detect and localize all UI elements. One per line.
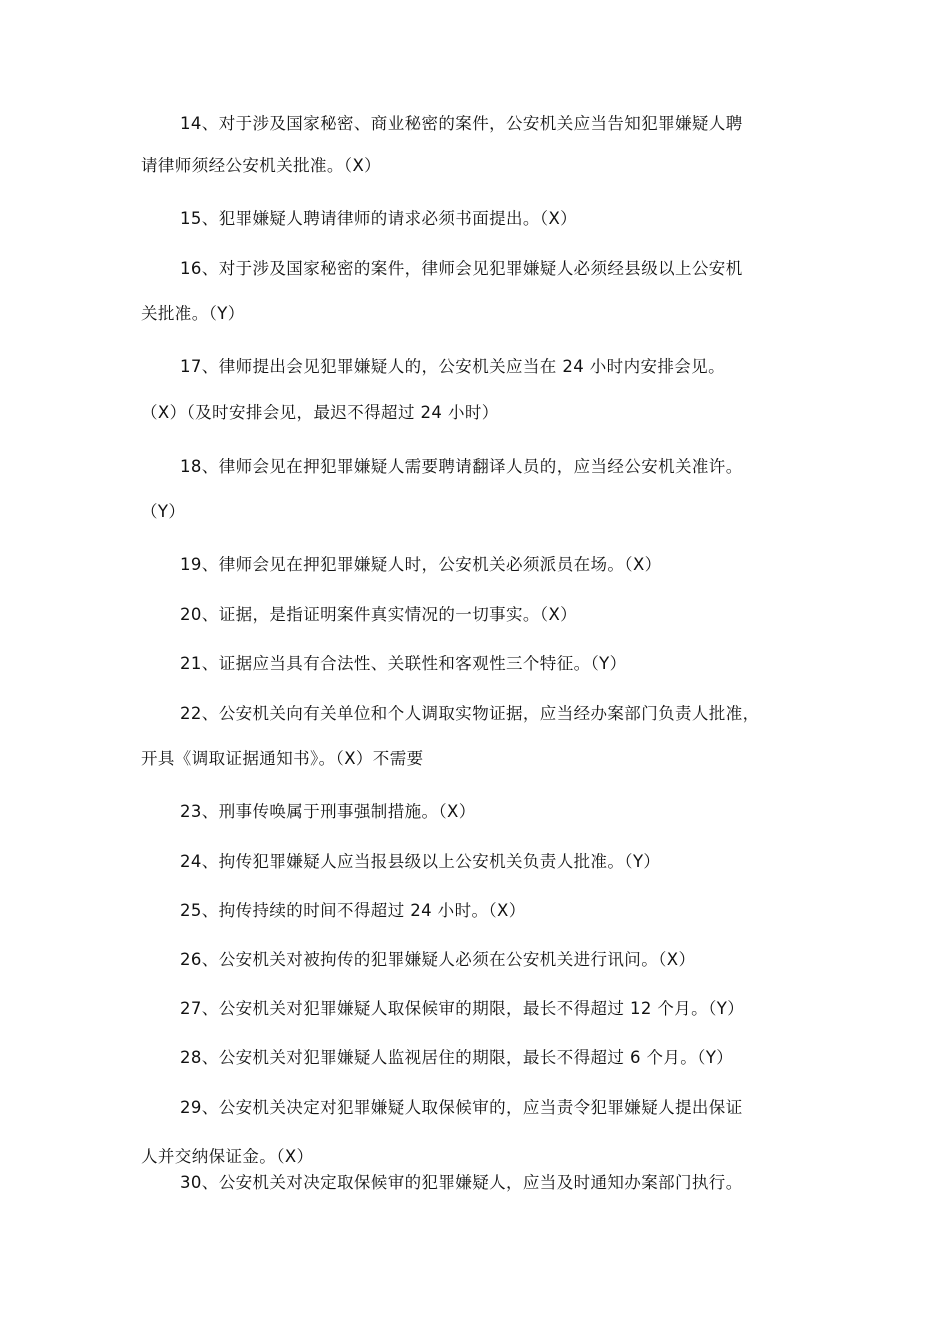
item-17-line-1: 17、律师提出会见犯罪嫌疑人的，公安机关应当在 24 小时内安排会见。 xyxy=(180,357,725,376)
item-23-line-1: 23、刑事传唤属于刑事强制措施。（X） xyxy=(180,802,476,821)
item-25-line-1: 25、拘传持续的时间不得超过 24 小时。（X） xyxy=(180,901,526,920)
item-28-line-1: 28、公安机关对犯罪嫌疑人监视居住的期限，最长不得超过 6 个月。（Y） xyxy=(180,1048,734,1067)
item-22-line-1: 22、公安机关向有关单位和个人调取实物证据，应当经办案部门负责人批准， xyxy=(180,704,760,723)
item-16-line-1: 16、对于涉及国家秘密的案件，律师会见犯罪嫌疑人必须经县级以上公安机 xyxy=(180,259,743,278)
item-29-line-2: 人并交纳保证金。（X） xyxy=(141,1147,314,1166)
item-19-line-1: 19、律师会见在押犯罪嫌疑人时，公安机关必须派员在场。（X） xyxy=(180,555,662,574)
item-17-line-2: （X）（及时安排会见，最迟不得超过 24 小时） xyxy=(141,403,499,422)
item-24-line-1: 24、拘传犯罪嫌疑人应当报县级以上公安机关负责人批准。（Y） xyxy=(180,852,661,871)
item-21-line-1: 21、证据应当具有合法性、关联性和客观性三个特征。（Y） xyxy=(180,654,627,673)
item-27-line-1: 27、公安机关对犯罪嫌疑人取保候审的期限，最长不得超过 12 个月。（Y） xyxy=(180,999,745,1018)
item-18-line-2: （Y） xyxy=(141,502,186,521)
item-14-line-2: 请律师须经公安机关批准。（X） xyxy=(141,156,382,175)
item-30-line-1: 30、公安机关对决定取保候审的犯罪嫌疑人，应当及时通知办案部门执行。 xyxy=(180,1173,743,1192)
item-18-line-1: 18、律师会见在押犯罪嫌疑人需要聘请翻译人员的，应当经公安机关准许。 xyxy=(180,457,743,476)
item-22-line-2: 开具《调取证据通知书》。（X）不需要 xyxy=(141,749,424,768)
item-26-line-1: 26、公安机关对被拘传的犯罪嫌疑人必须在公安机关进行讯问。（X） xyxy=(180,950,696,969)
item-14-line-1: 14、对于涉及国家秘密、商业秘密的案件，公安机关应当告知犯罪嫌疑人聘 xyxy=(180,114,743,133)
item-16-line-2: 关批准。（Y） xyxy=(141,304,245,323)
item-15-line-1: 15、犯罪嫌疑人聘请律师的请求必须书面提出。（X） xyxy=(180,209,578,228)
item-20-line-1: 20、证据，是指证明案件真实情况的一切事实。（X） xyxy=(180,605,578,624)
item-29-line-1: 29、公安机关决定对犯罪嫌疑人取保候审的，应当责令犯罪嫌疑人提出保证 xyxy=(180,1098,743,1117)
